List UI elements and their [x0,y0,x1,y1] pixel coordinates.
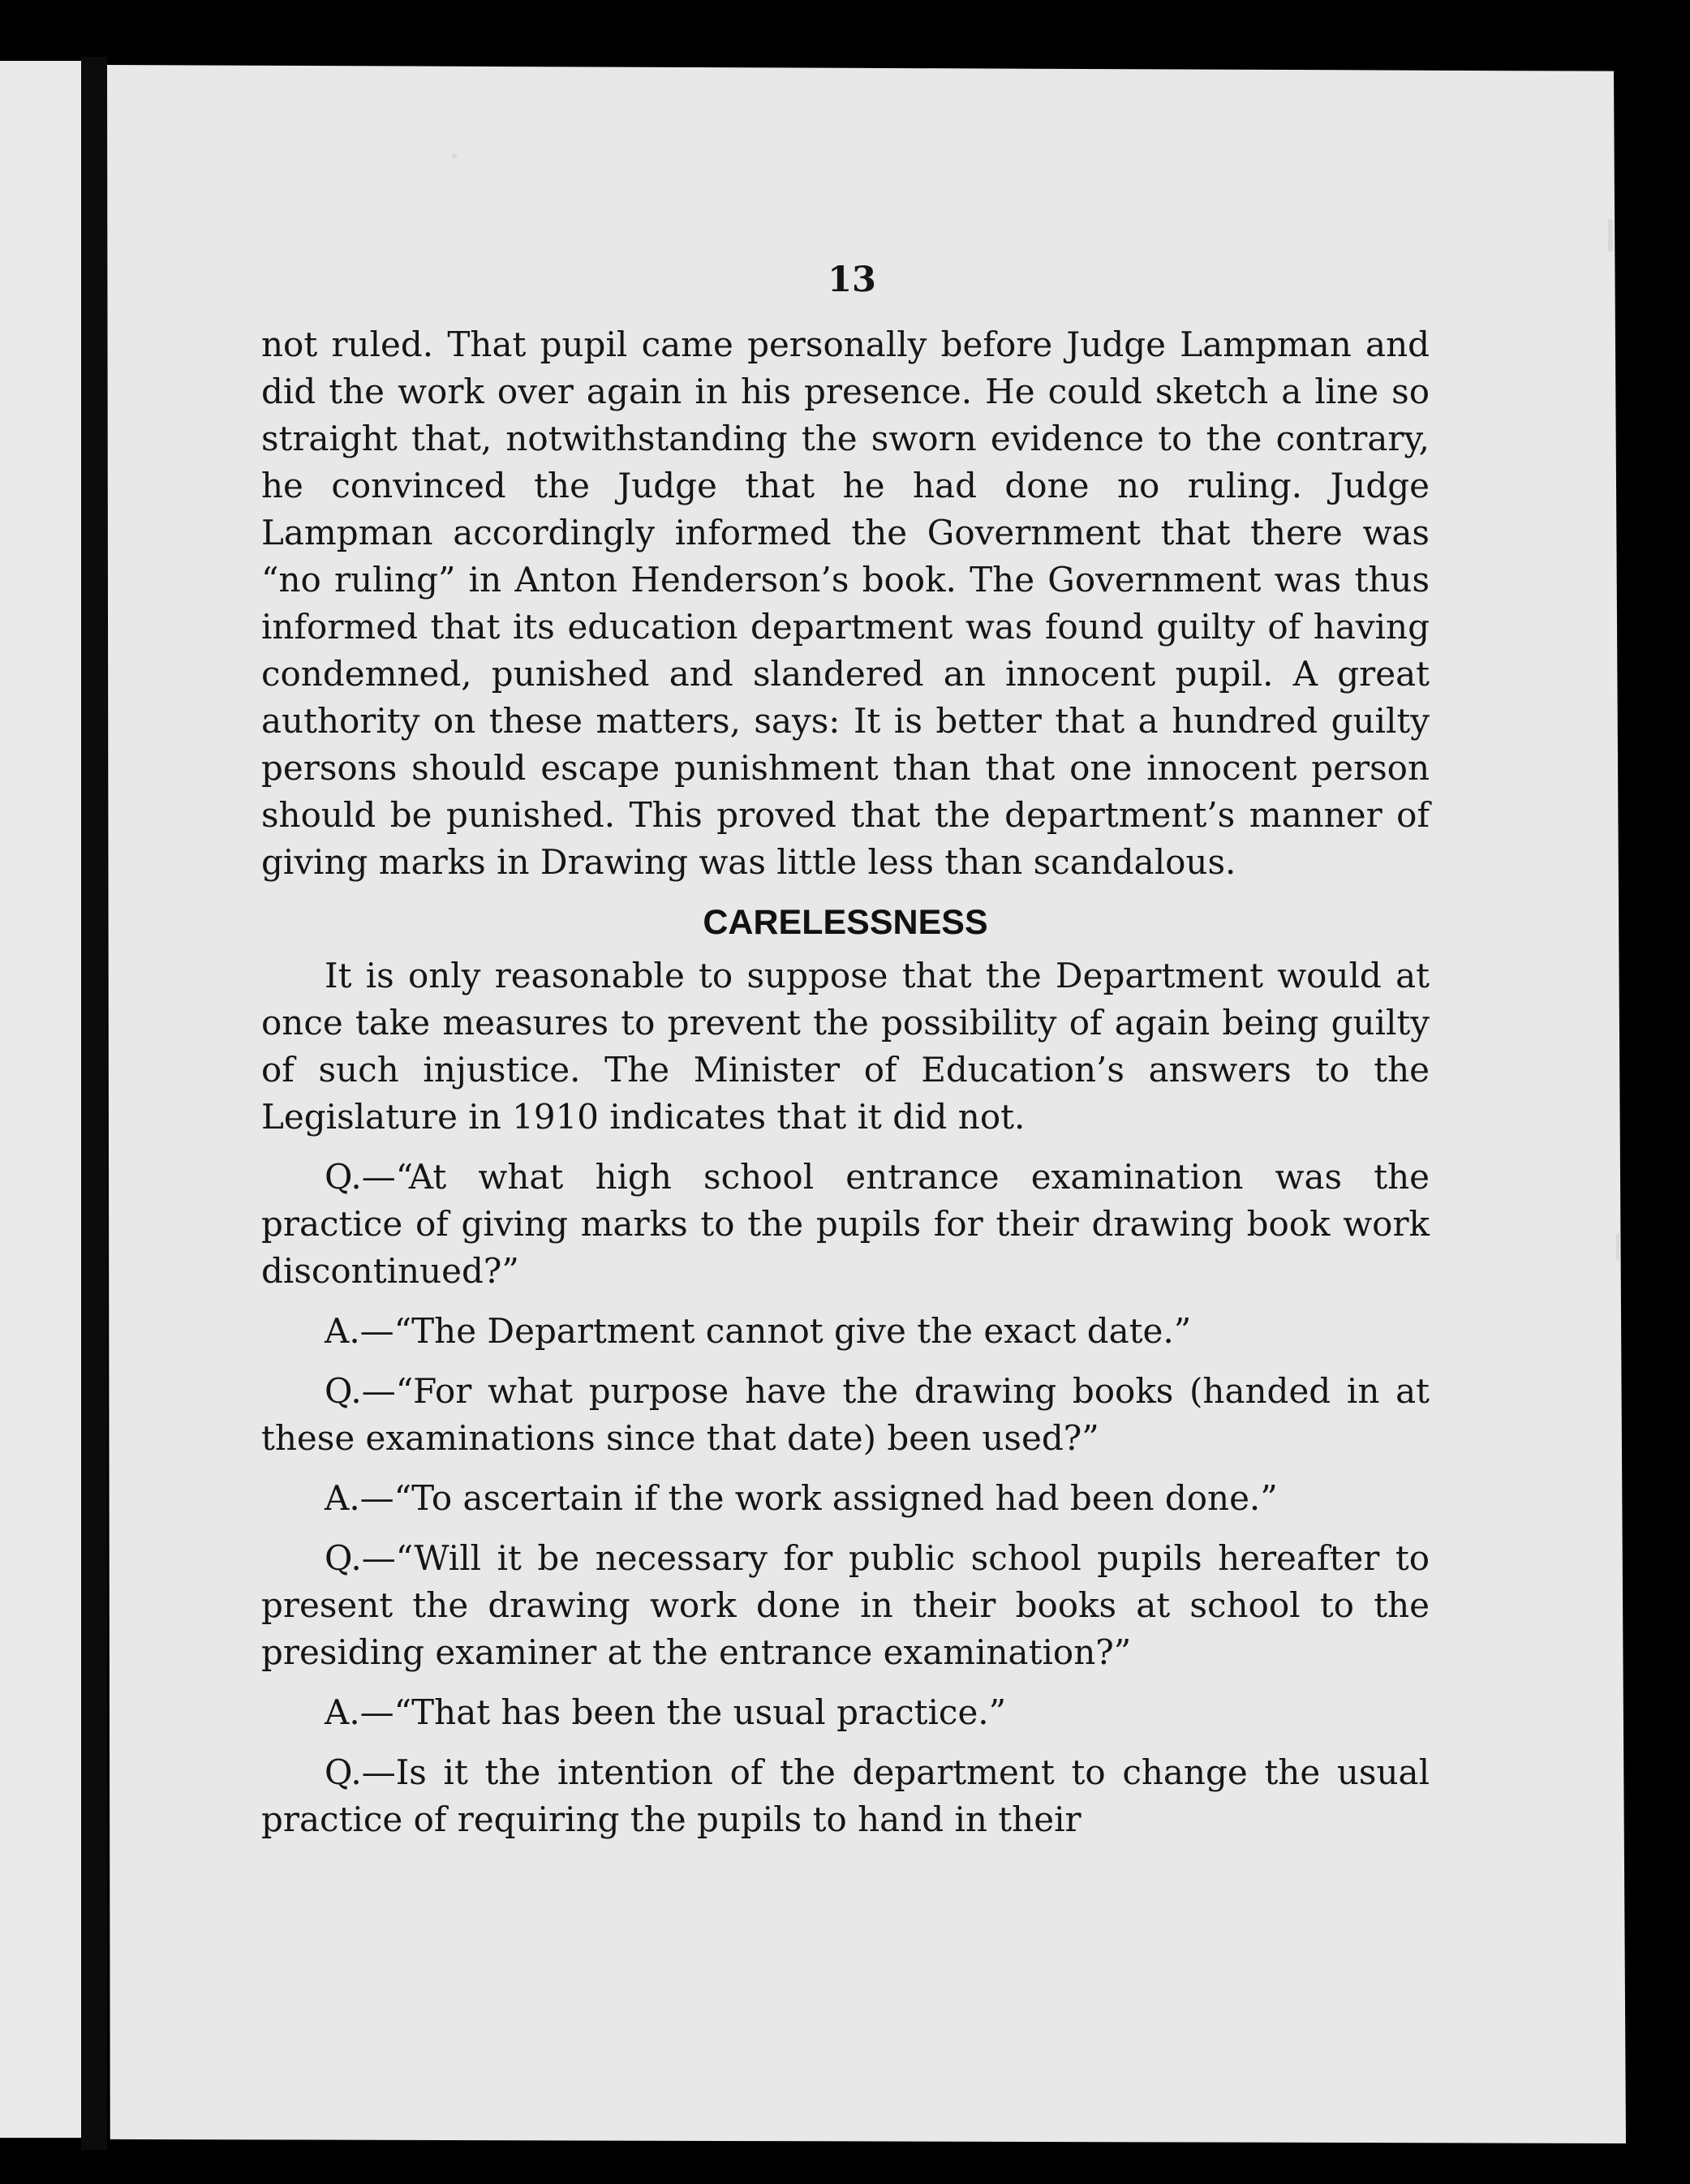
scan-speck [1608,219,1613,252]
qa-line: A.—“That has been the usual practice.” [325,1692,1007,1732]
scan-speck [1616,1233,1619,1261]
section-heading: CARELESSNESS [703,903,988,942]
qa-line: Q.—“For what purpose have the drawing books (handed in at these examinations since that date) been used?” [261,1371,1430,1458]
section-intro-paragraph: It is only reasonable to suppose that the Department would at once take measures to prevent the possibility of again being guilty of such injustice. The Minister of Education’s answers to the Legislature in 1910 indicates that it did not. [261,956,1430,1137]
qa-line: Q.—“Will it be necessary for public school pupils hereafter to present the drawing work done in their books at school to the presiding examiner at the entrance examination?” [261,1538,1430,1672]
qa-line: A.—“The Department cannot give the exact date.” [325,1311,1192,1351]
page-number: 13 [828,260,876,300]
opening-paragraph: not ruled. That pupil came personally before Judge Lampman and did the work over again in his presence. He could sketch a line so straight that, notwithstanding the sworn evidence to the contrary, he convinced the Judge that he had done no ruling. Judge Lampman accordingly informed the Government that there was “no ruling” in Anton Henderson’s book. The Government was thus informed that its education department was found guilty of having condemned, punished and slandered an innocent pupil. A great authority on these matters, says: It is better that a hundred guilty persons should escape punishment than that one innocent person should be punished. This proved that the department’s manner of giving marks in Drawing was little less than scandalous. [261,325,1430,882]
qa-line: Q.—Is it the intention of the department to change the usual practice of requiring the pupils to hand in their [261,1752,1430,1839]
qa-line: Q.—“At what high school entrance examination was the practice of giving marks to the pupils for their drawing book work discontinued?” [261,1157,1430,1291]
scan-speck [452,154,457,158]
document-body [261,321,1430,1856]
adjacent-page-edge [0,61,81,2138]
book-gutter [81,57,107,2150]
qa-line: A.—“To ascertain if the work assigned had been done.” [325,1478,1278,1518]
